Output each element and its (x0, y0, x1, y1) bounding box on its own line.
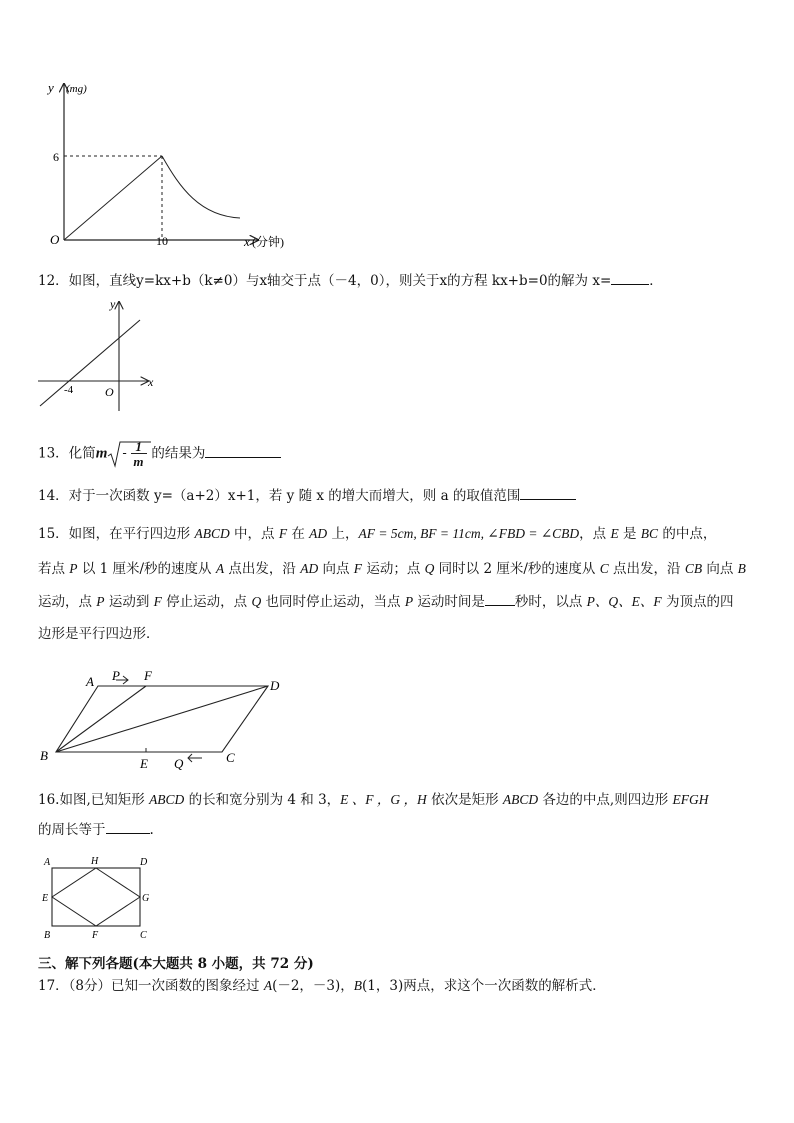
q16-answer-blank[interactable] (106, 819, 150, 834)
x-axis-label: x (244, 234, 250, 249)
label-h: H (91, 856, 99, 867)
q16-line-1: 16.如图,已知矩形 ABCD 的长和宽分别为 4 和 3，E 、F ，G ，H 依次是矩形 ABCD 各边的中点,则四边形 EFGH (38, 792, 709, 808)
label-a: A (44, 857, 51, 868)
label-f: F (92, 930, 99, 940)
q15-line-1: 15．如图，在平行四边形 ABCD 中，点 F 在 AD 上，AF = 5cm, BF = 11cm, ∠FBD = ∠CBD，点 E 是 BC 的中点， (38, 526, 717, 542)
q15-line-2: 若点 P 以 1 厘米/秒的速度从 A 点出发，沿 AD 向点 F 运动；点 Q 同时以 2 厘米/秒的速度从 C 点出发，沿 CB 向点 B (38, 561, 746, 577)
q16-line-2: 的周长等于 . (38, 819, 758, 842)
q15-line-4: 边形是平行四边形． (38, 626, 160, 642)
question-17: 17．（8分）已知一次函数的图象经过 A(－2，－3)，B(1，3)两点，求这个一次函数的解析式． (38, 978, 606, 994)
q12-text: 12．如图，直线y=kx+b（k≠0）与x轴交于点（－4，0），则关于x的方程 kx+b=0的解为 x= (38, 273, 612, 289)
label-e: E (42, 893, 49, 904)
label-c: C (140, 930, 147, 940)
label-c: C (226, 750, 235, 765)
q14-text: 14．对于一次函数 y=（a+2）x+1，若 y 随 x 的增大而增大，则 a 的取值范围 (38, 488, 521, 504)
q15-line-3: 运动，点 P 运动到 F 停止运动，点 Q 也同时停止运动，当点 P 运动时间是 秒时，以点 P、Q、E、F 为顶点的四 (38, 590, 758, 613)
q13-m: m (95, 445, 108, 462)
q12-line (40, 320, 140, 406)
q12-period: ． (649, 273, 663, 289)
q13-minus: - (122, 446, 127, 461)
y-axis-unit: (mg) (66, 83, 87, 95)
segment-bd (56, 686, 268, 752)
q14-answer-blank[interactable] (520, 485, 576, 500)
y-tick-6: 6 (53, 150, 59, 164)
q12-line-graph (34, 296, 164, 414)
label-f: F (144, 668, 152, 683)
label-p: P (112, 668, 120, 683)
q12-origin: O (105, 385, 114, 399)
q12-answer-blank[interactable] (611, 270, 649, 285)
rectangle-abcd (52, 868, 140, 926)
concentration-time-graph (40, 78, 320, 258)
x-axis-unit: (分钟) (252, 235, 284, 249)
question-15 (38, 522, 758, 646)
question-13 (38, 439, 281, 469)
decay-curve (162, 156, 240, 218)
label-d: D (270, 678, 280, 693)
q12-x-label: x (148, 375, 154, 389)
q13-numerator: 1 (135, 439, 142, 454)
rising-segment (64, 156, 162, 240)
q13-text-a: 13．化简 (38, 445, 96, 462)
label-b: B (44, 930, 51, 940)
q13-sqrt-icon (107, 440, 151, 468)
question-14 (38, 485, 576, 507)
q13-denominator: m (133, 454, 144, 469)
x-tick-10: 10 (156, 234, 168, 248)
label-g: G (142, 893, 150, 904)
q13-text-b: 的结果为 (151, 445, 206, 462)
q15-parallelogram-figure (36, 664, 296, 776)
label-a: A (86, 674, 94, 689)
section-3-title: 三、解下列各题(本大题共 8 小题，共 72 分) (38, 956, 314, 972)
q15-answer-blank[interactable] (485, 591, 515, 606)
arrow-q-left-icon (188, 754, 202, 762)
segment-bf (56, 686, 146, 752)
q16-rectangle-figure (38, 852, 158, 940)
label-e: E (140, 756, 148, 771)
rhombus-efgh (52, 868, 140, 926)
question-16 (38, 788, 758, 842)
label-q: Q (174, 756, 184, 771)
q12-y-label: y (110, 297, 116, 311)
label-d: D (140, 857, 148, 868)
label-b: B (40, 748, 48, 763)
q13-answer-blank[interactable] (205, 443, 281, 458)
question-12 (38, 270, 663, 292)
y-axis-label: y (48, 80, 54, 95)
q12-tick-neg4: -4 (64, 384, 74, 396)
origin-label: O (50, 232, 60, 247)
